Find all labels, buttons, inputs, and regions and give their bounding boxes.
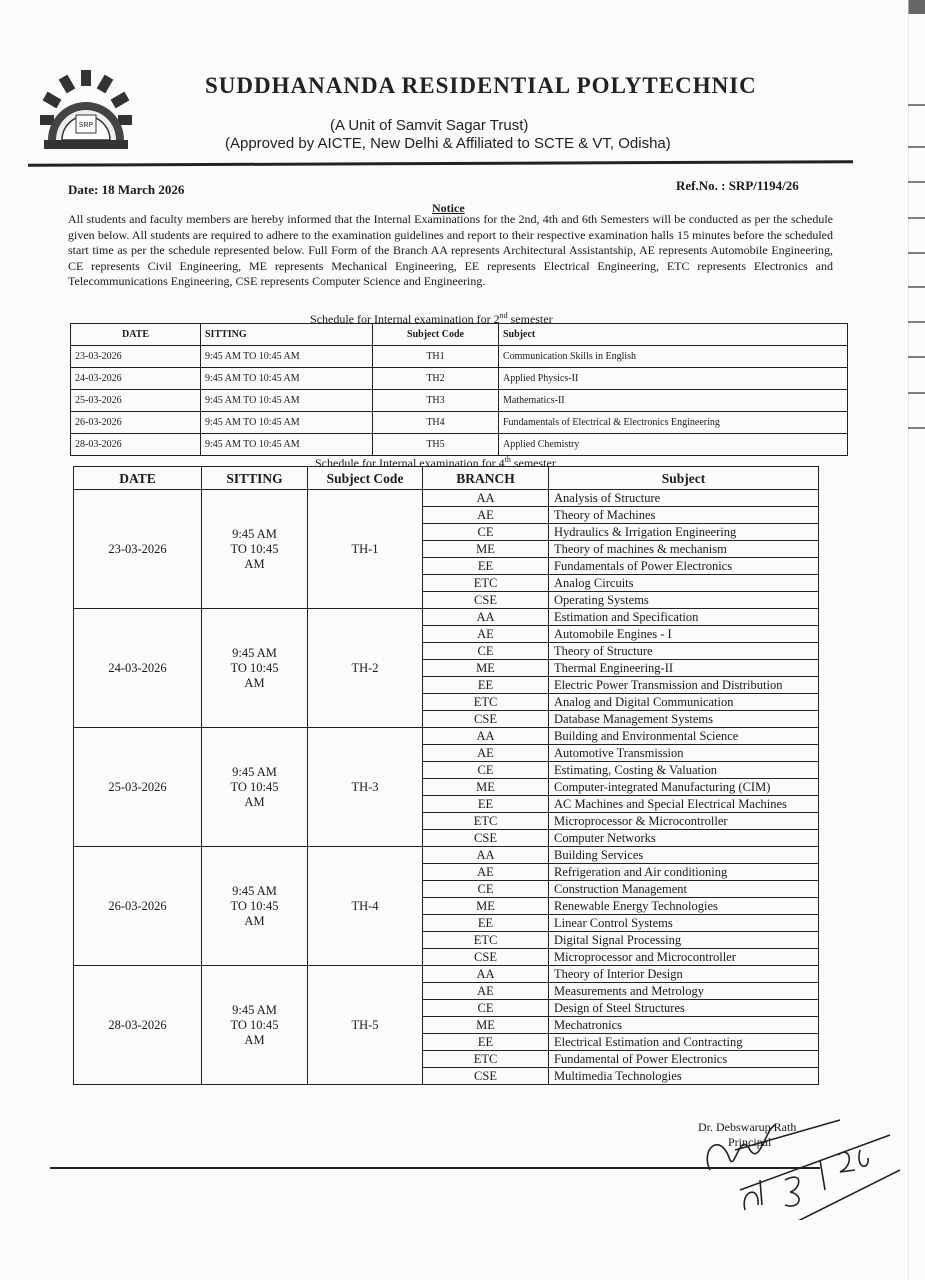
branch-cell: AA <box>423 609 549 626</box>
branch-cell: AA <box>423 728 549 745</box>
subject-code-cell: TH1 <box>373 346 499 368</box>
subject-code-cell: TH-3 <box>308 728 423 847</box>
branch-cell: AE <box>423 507 549 524</box>
table-row <box>71 434 848 456</box>
col-header-subject: Subject <box>499 324 848 346</box>
col-header-subject: Subject <box>549 467 819 490</box>
branch-cell: CSE <box>423 711 549 728</box>
branch-cell: ETC <box>423 932 549 949</box>
signatory-name: Dr. Debswarup Rath <box>698 1120 797 1134</box>
branch-cell: ETC <box>423 813 549 830</box>
date-cell: 24-03-2026 <box>74 609 202 728</box>
subject-cell: Electric Power Transmission and Distribution <box>549 677 819 694</box>
subject-cell: AC Machines and Special Electrical Machines <box>549 796 819 813</box>
subject-cell: Theory of Machines <box>549 507 819 524</box>
subject-cell: Design of Steel Structures <box>549 1000 819 1017</box>
subject-cell: Thermal Engineering-II <box>549 660 819 677</box>
col-header-branch: BRANCH <box>423 467 549 490</box>
subject-cell: Automobile Engines - I <box>549 626 819 643</box>
subject-cell: Theory of Interior Design <box>549 966 819 983</box>
table-header-row <box>71 324 848 346</box>
sitting-cell: 9:45 AM TO 10:45 AM <box>201 390 373 412</box>
handwritten-signature-icon <box>690 1110 900 1220</box>
branch-cell: ETC <box>423 694 549 711</box>
branch-cell: EE <box>423 677 549 694</box>
subject-cell: Microprocessor & Microcontroller <box>549 813 819 830</box>
branch-cell: EE <box>423 558 549 575</box>
subject-code-cell: TH-1 <box>308 490 423 609</box>
table-row <box>71 390 848 412</box>
sitting-cell: 9:45 AM TO 10:45 AM <box>202 609 308 728</box>
sitting-cell: 9:45 AM TO 10:45 AM <box>202 490 308 609</box>
subject-code-cell: TH-5 <box>308 966 423 1085</box>
svg-text:SRP: SRP <box>78 122 94 129</box>
table-row <box>71 346 848 368</box>
branch-cell: ME <box>423 660 549 677</box>
branch-cell: CSE <box>423 1068 549 1085</box>
subject-cell: Hydraulics & Irrigation Engineering <box>549 524 819 541</box>
date-cell: 24-03-2026 <box>71 368 201 390</box>
subject-cell: Database Management Systems <box>549 711 819 728</box>
date-cell: 25-03-2026 <box>74 728 202 847</box>
sem4-schedule-table <box>73 466 819 1085</box>
date-cell: 28-03-2026 <box>71 434 201 456</box>
branch-cell: EE <box>423 915 549 932</box>
sem2-schedule-table <box>70 323 848 456</box>
subject-cell: Construction Management <box>549 881 819 898</box>
date-cell: 26-03-2026 <box>74 847 202 966</box>
header-divider <box>28 160 853 167</box>
branch-cell: AA <box>423 966 549 983</box>
notice-title: Notice <box>432 201 465 215</box>
subject-code-cell: TH3 <box>373 390 499 412</box>
table-header-row <box>74 467 819 490</box>
subject-code-cell: TH2 <box>373 368 499 390</box>
subject-cell: Fundamentals of Power Electronics <box>549 558 819 575</box>
subject-cell: Building Services <box>549 847 819 864</box>
branch-cell: CE <box>423 524 549 541</box>
sem2-caption: Schedule for Internal examination for 2nd semester <box>310 311 553 326</box>
branch-cell: ME <box>423 1017 549 1034</box>
subject-cell: Building and Environmental Science <box>549 728 819 745</box>
subject-cell: Analog and Digital Communication <box>549 694 819 711</box>
institution-affiliation: (Approved by AICTE, New Delhi & Affiliated to SCTE & VT, Odisha) <box>225 135 671 152</box>
subject-cell: Applied Physics-II <box>499 368 848 390</box>
subject-cell: Analysis of Structure <box>549 490 819 507</box>
date-cell: 28-03-2026 <box>74 966 202 1085</box>
subject-cell: Computer Networks <box>549 830 819 847</box>
date-cell: 25-03-2026 <box>71 390 201 412</box>
branch-cell: ETC <box>423 1051 549 1068</box>
page-edge-strip <box>908 0 925 1280</box>
subject-cell: Automotive Transmission <box>549 745 819 762</box>
subject-cell: Operating Systems <box>549 592 819 609</box>
branch-cell: CSE <box>423 949 549 966</box>
subject-code-cell: TH-4 <box>308 847 423 966</box>
branch-cell: CE <box>423 762 549 779</box>
branch-cell: AE <box>423 864 549 881</box>
subject-cell: Mathematics-II <box>499 390 848 412</box>
subject-cell: Multimedia Technologies <box>549 1068 819 1085</box>
branch-cell: ME <box>423 541 549 558</box>
table-row <box>74 728 819 745</box>
subject-cell: Measurements and Metrology <box>549 983 819 1000</box>
branch-cell: ME <box>423 779 549 796</box>
subject-cell: Refrigeration and Air conditioning <box>549 864 819 881</box>
branch-cell: AE <box>423 745 549 762</box>
col-header-subject-code: Subject Code <box>373 324 499 346</box>
subject-cell: Computer-integrated Manufacturing (CIM) <box>549 779 819 796</box>
subject-cell: Communication Skills in English <box>499 346 848 368</box>
branch-cell: CSE <box>423 592 549 609</box>
subject-code-cell: TH-2 <box>308 609 423 728</box>
subject-cell: Theory of Structure <box>549 643 819 660</box>
subject-cell: Electrical Estimation and Contracting <box>549 1034 819 1051</box>
subject-cell: Renewable Energy Technologies <box>549 898 819 915</box>
sitting-cell: 9:45 AM TO 10:45 AM <box>201 412 373 434</box>
subject-cell: Digital Signal Processing <box>549 932 819 949</box>
notice-date: Date: 18 March 2026 <box>68 182 185 197</box>
col-header-date: DATE <box>71 324 201 346</box>
subject-cell: Linear Control Systems <box>549 915 819 932</box>
notice-body: All students and faculty members are hereby informed that the Internal Examinations for the 2nd, 4th and 6th Semesters will be conducted as per the schedule given below. All students are required to adhere to the examination guidelines and report to their respective examination halls 15 minutes before the scheduled start time as per the schedule represented below. Full Form of the Branch AA represents Architectural Assistantship, AE represents Automobile Engineering, CE represents Civil Engineering, ME represents Mechanical Engineering, EE represents Electrical Engineering, ETC represents Electronics and Telecommunications Engineering, CSE represents Computer Science and Engineering. <box>68 212 833 288</box>
subject-cell: Applied Chemistry <box>499 434 848 456</box>
table-row <box>71 368 848 390</box>
subject-cell: Theory of machines & mechanism <box>549 541 819 558</box>
table-row <box>74 847 819 864</box>
subject-cell: Fundamental of Power Electronics <box>549 1051 819 1068</box>
branch-cell: ME <box>423 898 549 915</box>
branch-cell: EE <box>423 1034 549 1051</box>
table-row <box>74 966 819 983</box>
col-header-sitting: SITTING <box>202 467 308 490</box>
col-header-date: DATE <box>74 467 202 490</box>
table-row <box>71 412 848 434</box>
date-cell: 23-03-2026 <box>71 346 201 368</box>
branch-cell: AE <box>423 983 549 1000</box>
branch-cell: AA <box>423 847 549 864</box>
reference-number: Ref.No. : SRP/1194/26 <box>676 178 799 193</box>
subject-code-cell: TH5 <box>373 434 499 456</box>
col-header-sitting: SITTING <box>201 324 373 346</box>
branch-cell: CE <box>423 881 549 898</box>
institution-name: SUDDHANANDA RESIDENTIAL POLYTECHNIC <box>205 73 757 98</box>
signatory-title: Principal <box>728 1135 772 1149</box>
branch-cell: AE <box>423 626 549 643</box>
branch-cell: CE <box>423 1000 549 1017</box>
sitting-cell: 9:45 AM TO 10:45 AM <box>201 434 373 456</box>
institution-logo-icon <box>40 70 132 152</box>
subject-cell: Fundamentals of Electrical & Electronics Engineering <box>499 412 848 434</box>
branch-cell: EE <box>423 796 549 813</box>
col-header-subject-code: Subject Code <box>308 467 423 490</box>
subject-cell: Mechatronics <box>549 1017 819 1034</box>
institution-subtitle: (A Unit of Samvit Sagar Trust) <box>330 117 529 134</box>
sitting-cell: 9:45 AM TO 10:45 AM <box>201 346 373 368</box>
subject-cell: Estimating, Costing & Valuation <box>549 762 819 779</box>
date-cell: 26-03-2026 <box>71 412 201 434</box>
date-cell: 23-03-2026 <box>74 490 202 609</box>
sitting-cell: 9:45 AM TO 10:45 AM <box>202 847 308 966</box>
sem4-caption: Schedule for Internal examination for 4th semester <box>315 455 556 470</box>
branch-cell: ETC <box>423 575 549 592</box>
sitting-cell: 9:45 AM TO 10:45 AM <box>201 368 373 390</box>
sitting-cell: 9:45 AM TO 10:45 AM <box>202 966 308 1085</box>
branch-cell: CE <box>423 643 549 660</box>
sitting-cell: 9:45 AM TO 10:45 AM <box>202 728 308 847</box>
subject-cell: Microprocessor and Microcontroller <box>549 949 819 966</box>
table-row <box>74 609 819 626</box>
subject-cell: Estimation and Specification <box>549 609 819 626</box>
subject-code-cell: TH4 <box>373 412 499 434</box>
table-row <box>74 490 819 507</box>
subject-cell: Analog Circuits <box>549 575 819 592</box>
branch-cell: AA <box>423 490 549 507</box>
branch-cell: CSE <box>423 830 549 847</box>
